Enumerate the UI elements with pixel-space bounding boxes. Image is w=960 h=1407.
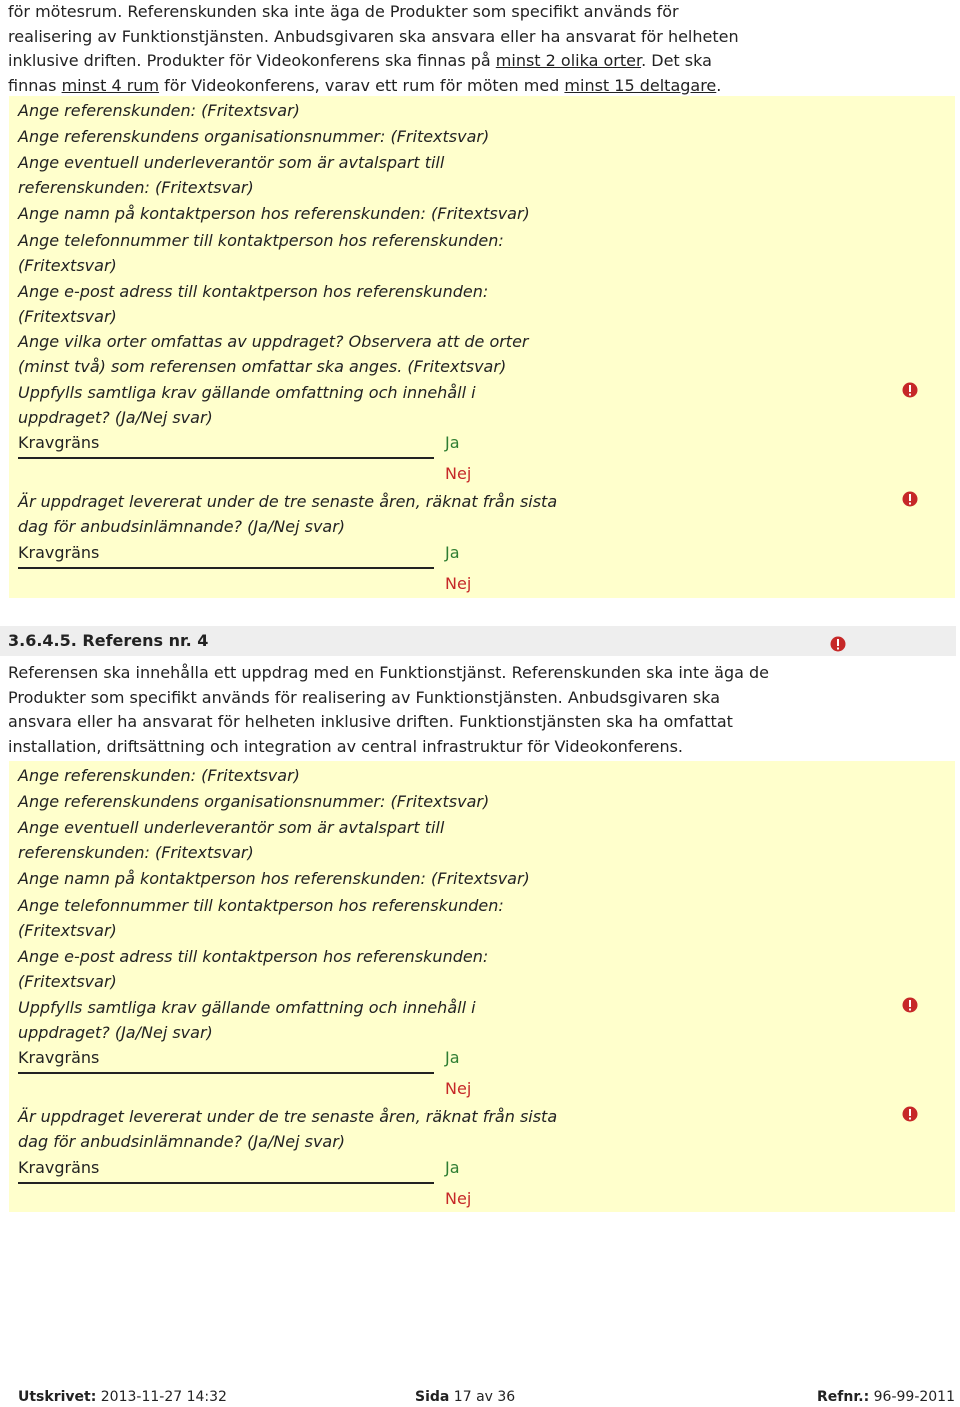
answer-ja[interactable]: Ja bbox=[445, 1158, 460, 1177]
warning-icon bbox=[902, 382, 918, 398]
warning-icon bbox=[902, 1106, 918, 1122]
question-referenskund[interactable]: Ange referenskunden: (Fritextsvar) bbox=[18, 101, 300, 120]
ref-value: 96-99-2011 bbox=[869, 1389, 955, 1405]
intro-text: inklusive driften. Produkter för Videokonferens ska finnas på bbox=[8, 51, 496, 70]
answer-nej[interactable]: Nej bbox=[445, 464, 472, 483]
question-epost[interactable]: Ange e-post adress till kontaktperson hos referenskunden: (Fritextsvar) bbox=[18, 282, 489, 326]
page-value: 17 av 36 bbox=[449, 1389, 516, 1405]
question-krav-omfattning[interactable]: Uppfylls samtliga krav gällande omfattning och innehåll i uppdraget? (Ja/Nej svar) bbox=[18, 383, 476, 427]
question-kontaktperson[interactable]: Ange namn på kontaktperson hos referenskunden: (Fritextsvar) bbox=[18, 204, 530, 223]
question-underleverantor[interactable]: Ange eventuell underleverantör som är avtalspart till referenskunden: (Fritextsvar) bbox=[18, 153, 445, 197]
section-paragraph: Referensen ska innehålla ett uppdrag med en Funktionstjänst. Referenskunden ska inte äga de Produkter som specifikt används för realisering av Funktionstjänsten. Anbudsgivaren ska ansvara eller ha ansvarat för helheten inklusive driften. Funktionstjänsten ska ha omfattat installation, driftsättning och integration av central infrastruktur för Videokonferens. bbox=[8, 663, 769, 756]
question-underleverantor[interactable]: Ange eventuell underleverantör som är avtalspart till referenskunden: (Fritextsvar) bbox=[18, 818, 445, 862]
intro-underline: minst 2 olika orter bbox=[495, 51, 642, 70]
question-epost[interactable]: Ange e-post adress till kontaktperson hos referenskunden: (Fritextsvar) bbox=[18, 947, 489, 991]
section-title: 3.6.4.5. Referens nr. 4 bbox=[8, 631, 209, 650]
kravgrans-label: Kravgräns bbox=[18, 1046, 434, 1074]
question-orter[interactable]: Ange vilka orter omfattas av uppdraget? Observera att de orter (minst två) som referensen omfattar ska anges. (Fritextsvar) bbox=[18, 332, 529, 376]
answer-ja[interactable]: Ja bbox=[445, 1048, 460, 1067]
intro-text: finnas bbox=[8, 75, 62, 95]
warning-icon bbox=[902, 997, 918, 1013]
intro-line: realisering av Funktionstjänsten. Anbudsgivaren ska ansvara eller ha ansvarat för helheten bbox=[8, 26, 739, 46]
intro-underline: minst 4 rum bbox=[61, 75, 160, 95]
printed-value: 2013-11-27 14:32 bbox=[96, 1389, 227, 1405]
answer-nej[interactable]: Nej bbox=[445, 1079, 472, 1098]
section-heading bbox=[0, 626, 956, 656]
intro-text: . bbox=[716, 75, 722, 95]
page-label: Sida bbox=[415, 1389, 450, 1405]
intro-line: för mötesrum. Referenskunden ska inte äga de Produkter som specifikt används för bbox=[8, 2, 679, 21]
question-referenskund[interactable]: Ange referenskunden: (Fritextsvar) bbox=[18, 766, 300, 785]
intro-text: för Videokonferens, varav ett rum för möten med bbox=[159, 75, 565, 95]
page-number bbox=[415, 1387, 515, 1407]
intro-paragraph bbox=[8, 0, 798, 98]
intro-underline: minst 15 deltagare bbox=[564, 75, 717, 95]
answer-ja[interactable]: Ja bbox=[445, 433, 460, 452]
question-box-2 bbox=[9, 761, 955, 1212]
question-telefon[interactable]: Ange telefonnummer till kontaktperson hos referenskunden: (Fritextsvar) bbox=[18, 896, 504, 940]
kravgrans-label: Kravgräns bbox=[18, 541, 434, 569]
question-orgnr[interactable]: Ange referenskundens organisationsnummer: (Fritextsvar) bbox=[18, 792, 490, 811]
question-kontaktperson[interactable]: Ange namn på kontaktperson hos referenskunden: (Fritextsvar) bbox=[18, 869, 530, 888]
question-box-1 bbox=[9, 96, 955, 598]
printed-date bbox=[18, 1387, 227, 1407]
kravgrans-label: Kravgräns bbox=[18, 1156, 434, 1184]
question-telefon[interactable]: Ange telefonnummer till kontaktperson hos referenskunden: (Fritextsvar) bbox=[18, 231, 504, 275]
kravgrans-label: Kravgräns bbox=[18, 431, 434, 459]
answer-nej[interactable]: Nej bbox=[445, 1189, 472, 1208]
answer-nej[interactable]: Nej bbox=[445, 574, 472, 593]
question-krav-omfattning[interactable]: Uppfylls samtliga krav gällande omfattning och innehåll i uppdraget? (Ja/Nej svar) bbox=[18, 998, 476, 1042]
intro-text: . Det ska bbox=[641, 51, 712, 70]
printed-label: Utskrivet: bbox=[18, 1389, 97, 1405]
answer-ja[interactable]: Ja bbox=[445, 543, 460, 562]
question-orgnr[interactable]: Ange referenskundens organisationsnummer: (Fritextsvar) bbox=[18, 127, 490, 146]
reference-number bbox=[817, 1387, 955, 1407]
ref-label: Refnr.: bbox=[817, 1389, 870, 1405]
question-levererat[interactable]: Är uppdraget levererat under de tre senaste åren, räknat från sista dag för anbudsinlämnande? (Ja/Nej svar) bbox=[18, 1107, 558, 1151]
question-levererat[interactable]: Är uppdraget levererat under de tre senaste åren, räknat från sista dag för anbudsinlämnande? (Ja/Nej svar) bbox=[18, 492, 558, 536]
warning-icon bbox=[902, 491, 918, 507]
warning-icon bbox=[830, 636, 846, 652]
